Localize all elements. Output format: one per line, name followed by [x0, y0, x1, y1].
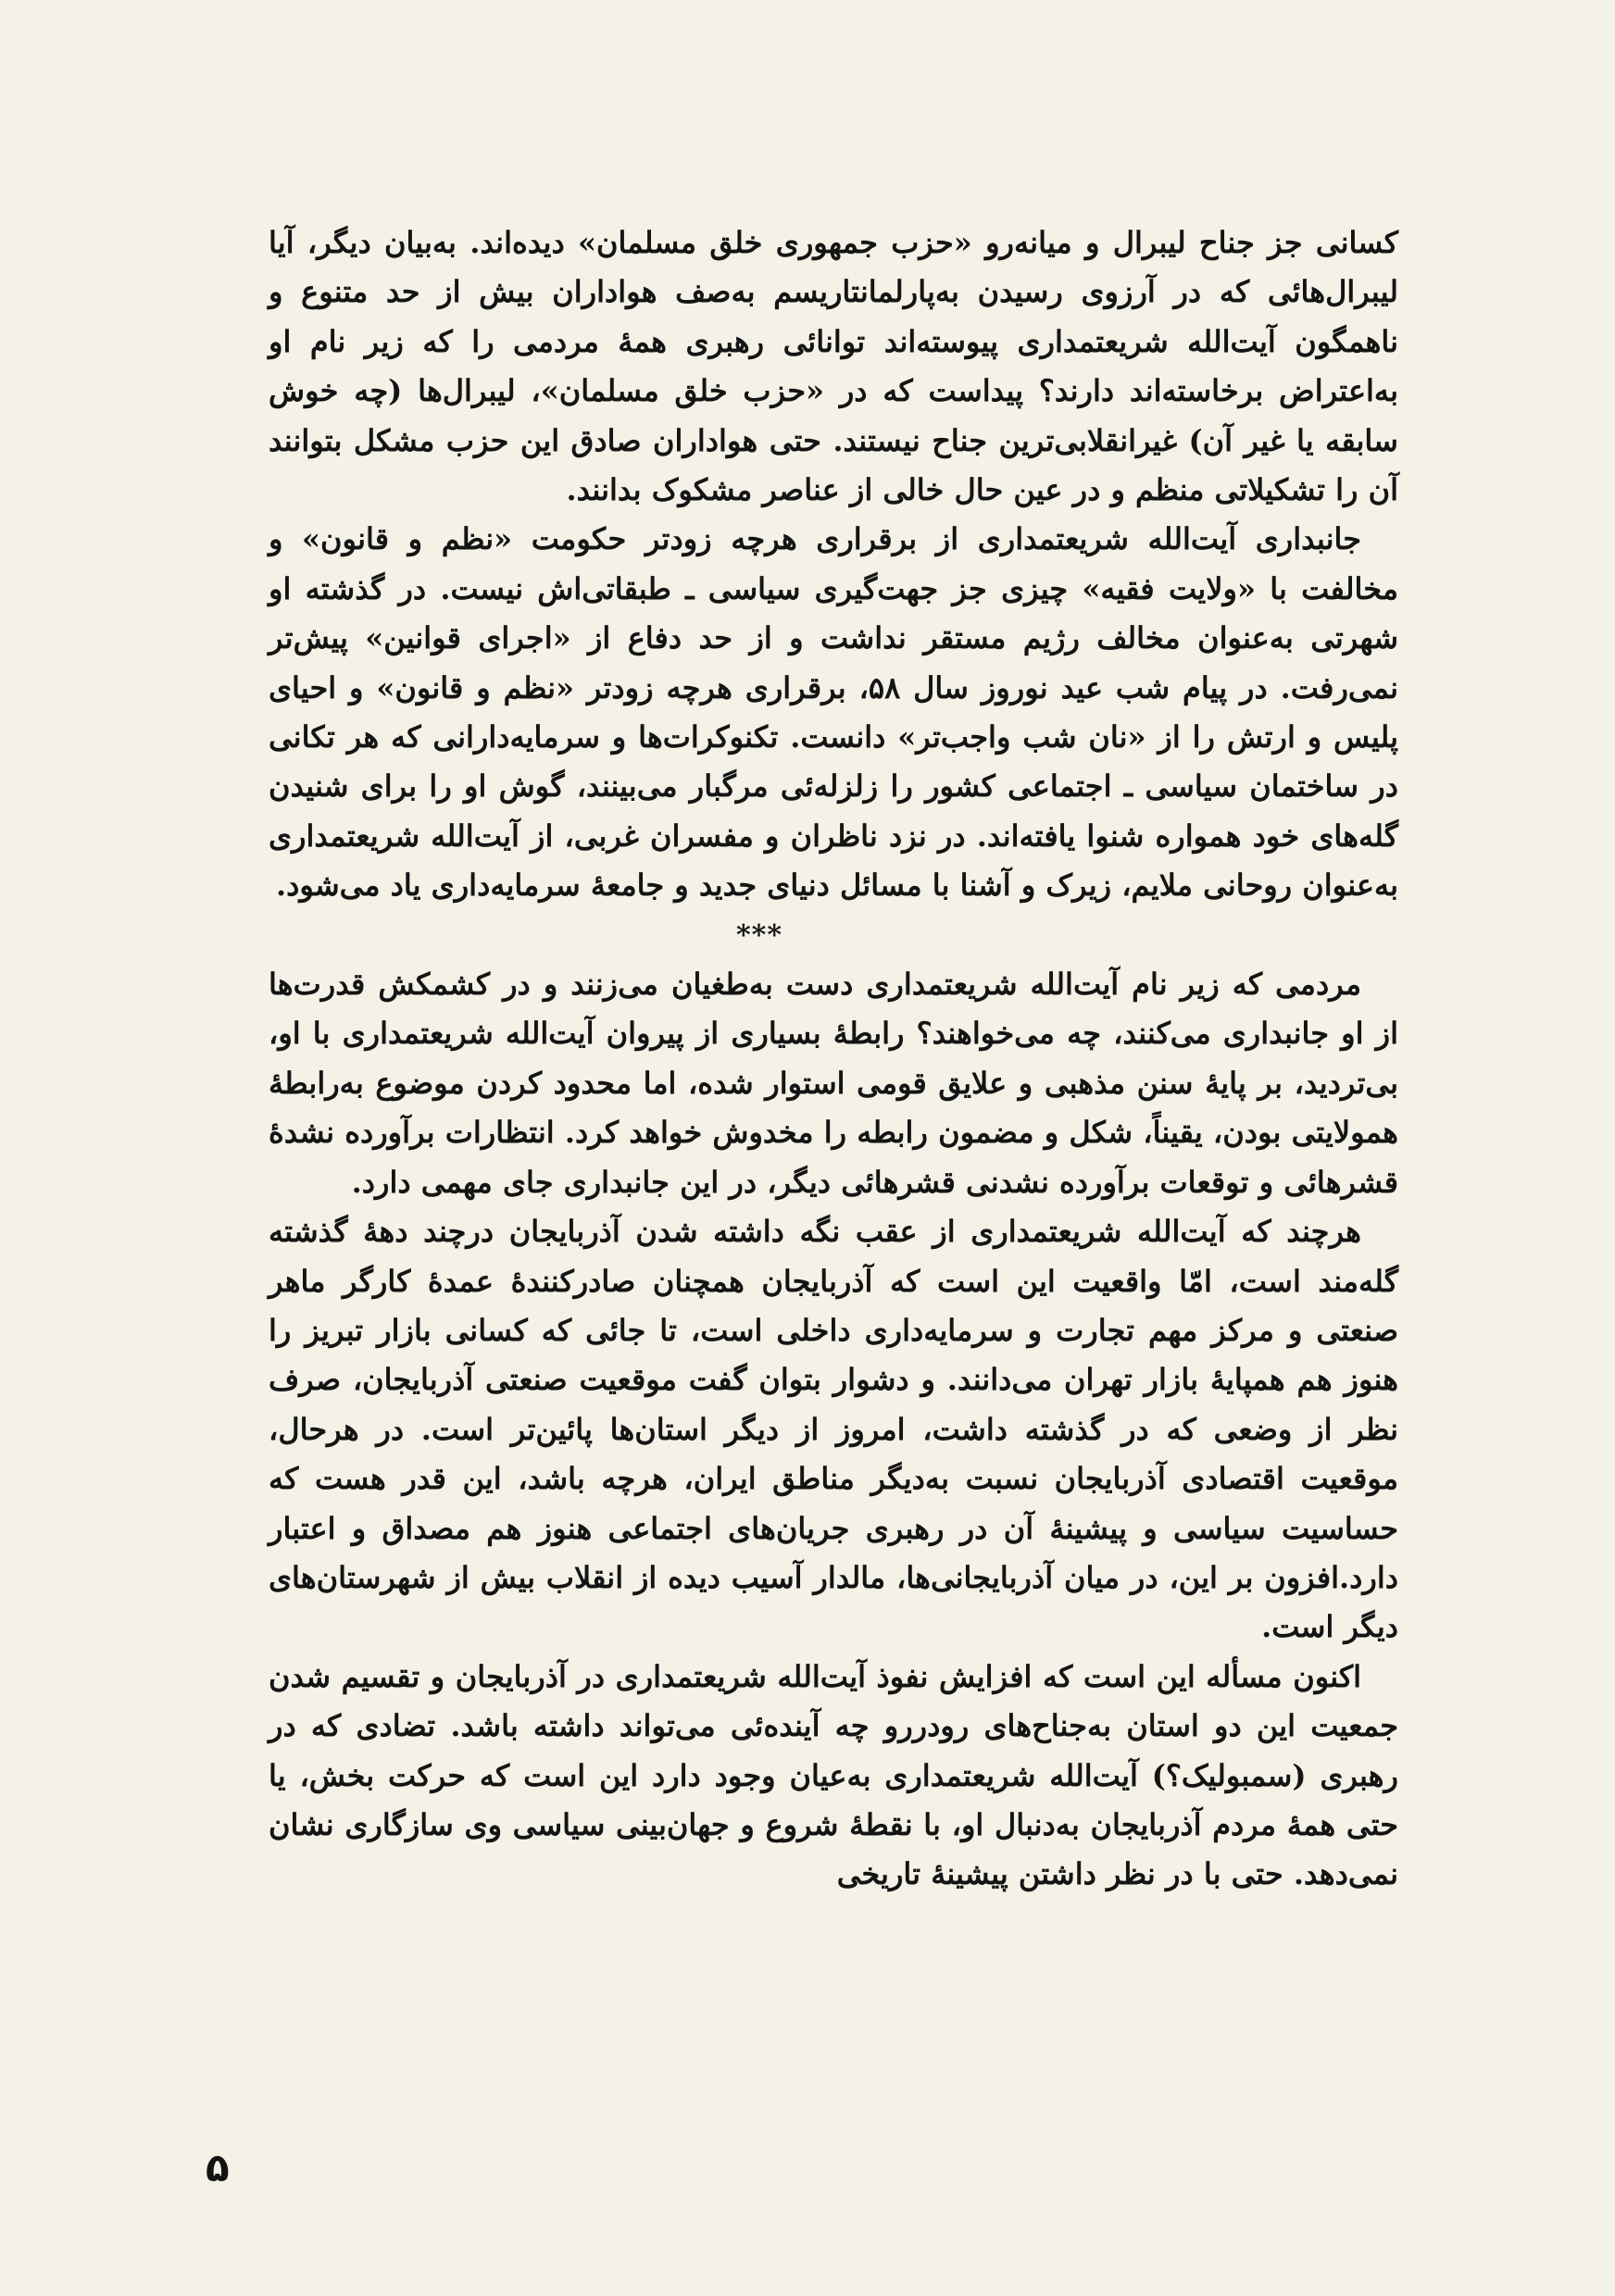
paragraph-4: هرچند که آیت‌الله شریعتمداری از عقب نگه داشته شدن آذربایجان درچند دههٔ گذشته گله‌مند است، امّا واقعیت این است که آذربایجان همچنان صادرکنندهٔ عمدهٔ کارگر ماهر صنعتی و مرکز مهم تجارت و سرمایه‌داری داخلی است، تا جائی که کسانی بازار تبریز را هنوز هم همپایهٔ بازار تهران می‌دانند. و دشوار بتوان گفت موقعیت صنعتی آذربایجان، صرف نظر از وضعی که در گذشته داشت، امروز از دیگر استان‌ها پائین‌تر است. در هرحال، موقعیت اقتصادی آذربایجان نسبت به‌دیگر مناطق ایران، هرچه باشد، این قدر هست که حساسیت سیاسی و پیشینهٔ آن در رهبری جریان‌های اجتماعی هنوز هم مصداق و اعتبار دارد.افزون بر این، در میان آذربایجانی‌ها، مالدار آسیب دیده از انقلاب بیش از شهرستان‌های دیگر است.: [269, 1214, 1399, 1645]
section-separator: ***: [735, 918, 783, 952]
paragraph-3: مردمی که زیر نام آیت‌الله شریعتمداری دست به‌طغیان می‌زنند و در کشمکش قدرت‌ها از او جانبداری می‌کنند، چه می‌خواهند؟ رابطهٔ بسیاری از پیروان آیت‌الله شریعتمداری با او، بی‌تردید، بر پایهٔ سنن مذهبی و علایق قومی استوار شده، اما محدود کردن موضوع به‌رابطهٔ همولایتی بودن، یقیناً، شکل و مضمون رابطه را مخدوش خواهد کرد. انتظارات برآورده نشدهٔ قشرهائی و توقعات برآورده نشدنی قشرهائی دیگر، در این جانبداری جای مهمی دارد.: [269, 967, 1398, 1200]
body-text: [269, 218, 1398, 1900]
paragraph-1: کسانی جز جناح لیبرال و میانه‌رو «حزب جمهوری خلق مسلمان» دیده‌اند. به‌بیان دیگر، آیا لیبرال‌هائی که در آرزوی رسیدن به‌پارلمانتاریسم به‌صف هواداران بیش از حد متنوع و ناهمگون آیت‌الله شریعتمداری پیوسته‌اند توانائی رهبری همهٔ مردمی را که زیر نام او به‌اعتراض برخاسته‌اند دارند؟ پیداست که در «حزب خلق مسلمان»، لیبرال‌ها (چه خوش سابقه یا غیر آن) غیرانقلابی‌ترین جناح نیستند. حتی هواداران صادق این حزب مشکل بتوانند آن را تشکیلاتی منظم و در عین حال خالی از عناصر مشکوک بدانند.: [269, 225, 1398, 508]
paragraph-5: اکنون مسأله این است که افزایش نفوذ آیت‌الله شریعتمداری در آذربایجان و تقسیم شدن جمعیت این دو استان به‌جناح‌های رودررو چه آینده‌ئی می‌تواند داشته باشد. تضادی که در رهبری (سمبولیک؟) آیت‌الله شریعتمداری به‌عیان وجود دارد این است که حرکت بخش، یا حتی همهٔ مردم آذربایجان به‌دنبال او، با نقطهٔ شروع و جهان‌بینی سیاسی وی سازگاری نشان نمی‌دهد. حتی با در نظر داشتن پیشینهٔ تاریخی: [269, 1658, 1398, 1892]
paragraph-2: جانبداری آیت‌الله شریعتمداری از برقراری هرچه زودتر حکومت «نظم و قانون» و مخالفت با «ولایت فقیه» چیزی جز جهت‌گیری سیاسی ـ طبقاتی‌اش نیست. در گذشته او شهرتی به‌عنوان مخالف رژیم مستقر نداشت و از حد دفاع از «اجرای قوانین» پیش‌تر نمی‌رفت. در پیام شب عید نوروز سال ۵۸، برقراری هرچه زودتر «نظم و قانون» و احیای پلیس و ارتش را از «نان شب واجب‌تر» دانست. تکنوکرات‌ها و سرمایه‌دارانی که هر تکانی در ساختمان سیاسی ـ اجتماعی کشور را زلزله‌ئی مرگبار می‌بینند، گوش او را برای شنیدن گله‌های خود همواره شنوا یافته‌اند. در نزد ناظران و مفسران غربی، از آیت‌الله شریعتمداری به‌عنوان روحانی ملایم، زیرک و آشنا با مسائل دنیای جدید و جامعهٔ سرمایه‌داری یاد می‌شود.: [269, 521, 1399, 904]
page-number: ۵: [206, 2145, 230, 2190]
